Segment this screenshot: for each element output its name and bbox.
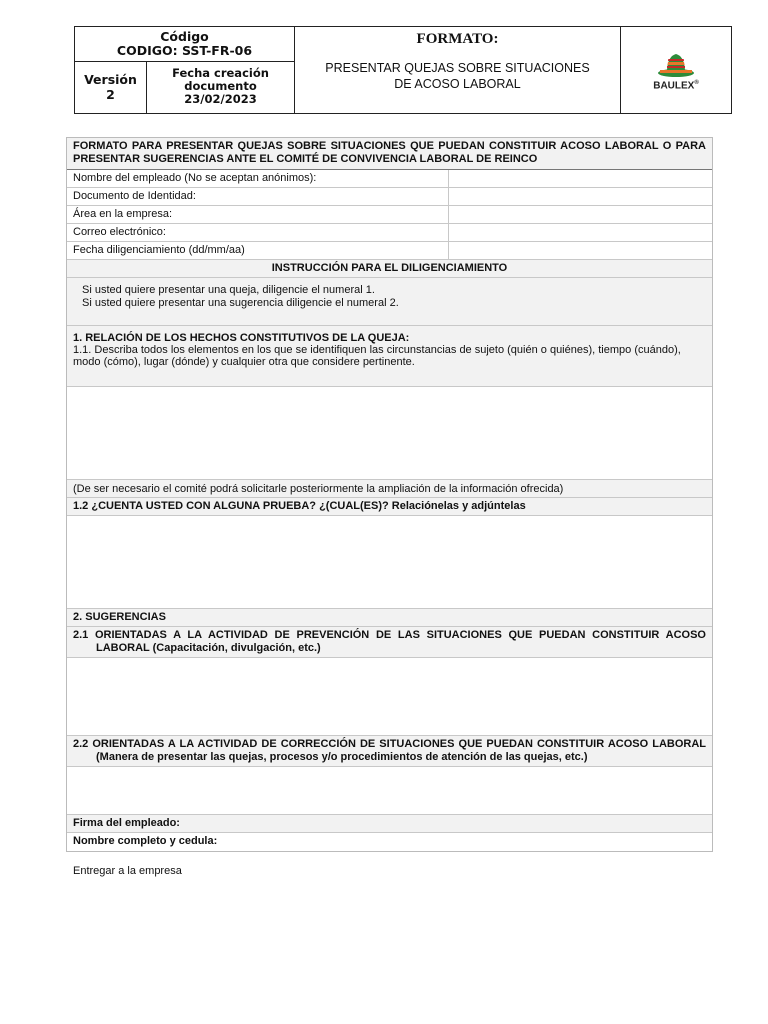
instruction-1: Si usted quiere presentar una queja, diligencie el numeral 1. [82,284,375,296]
field-row-email [67,224,712,242]
formato-label: FORMATO: [416,31,499,47]
section-1-description: 1.1. Describa todos los elementos en los que se identifiquen las circunstancias de sujeto (quién o quiénes), tiempo (cuándo), modo (cómo), lugar (dónde) y cualquier otra que considere pertinente. [73,344,681,368]
section-2-2-answer-area[interactable] [67,767,712,815]
title-line-1: PRESENTAR QUEJAS SOBRE SITUACIONES [325,61,590,75]
field-label: Correo electrónico: [67,224,449,241]
footer-note: Entregar a la empresa [73,865,182,877]
header-left [75,27,295,113]
section-2-1-answer-area[interactable] [67,658,712,736]
section-1-title: 1. RELACIÓN DE LOS HECHOS CONSTITUTIVOS DE LA QUEJA: [73,332,410,344]
section-2-1-title: 2.1 ORIENTADAS A LA ACTIVIDAD DE PREVENCIÓN DE LAS SITUACIONES QUE PUEDAN CONSTITUIR ACOSO LABORAL (Capacitación, divulgación, etc.) [73,629,706,654]
signature-row[interactable] [67,815,712,833]
signature-label: Firma del empleado: [73,817,180,829]
field-row-employee-name [67,170,712,188]
field-label: Área en la empresa: [67,206,449,223]
fecha-cell [147,62,294,113]
version-label: Versión [84,72,137,87]
title-line-2: DE ACOSO LABORAL [394,77,521,91]
document-header [74,26,732,114]
section-1-2-title: 1.2 ¿CUENTA USTED CON ALGUNA PRUEBA? ¿(CUAL(ES)? Relaciónelas y adjúntelas [67,498,712,516]
field-row-date [67,242,712,260]
instructions-text [67,278,712,326]
section-1-note: (De ser necesario el comité podrá solicitarle posteriormente la ampliación de la información ofrecida) [67,480,712,498]
sombrero-icon [656,49,696,79]
codigo-value: CODIGO: SST-FR-06 [116,43,253,58]
instructions-title: INSTRUCCIÓN PARA EL DILIGENCIAMIENTO [67,260,712,278]
document-title [295,60,620,92]
section-1-header [67,326,712,387]
codigo-label: Código [160,29,209,44]
section-2-title: 2. SUGERENCIAS [67,609,712,627]
field-label: Nombre del empleado (No se aceptan anónimos): [67,170,449,187]
field-label: Fecha diligenciamiento (dd/mm/aa) [67,242,449,259]
instruction-2: Si usted quiere presentar una sugerencia diligencie el numeral 2. [82,297,399,309]
section-2-1-header [67,627,712,658]
field-label: Documento de Identidad: [67,188,449,205]
version-value: 2 [106,87,115,102]
codigo-cell [75,27,294,62]
logo-wordmark: BAULEX [653,80,695,92]
fecha-value: 23/02/2023 [184,92,257,106]
version-fecha-row [75,62,294,113]
form-title: FORMATO PARA PRESENTAR QUEJAS SOBRE SITUACIONES QUE PUEDAN CONSTITUIR ACOSO LABORAL O PARA PRESENTAR SUGERENCIAS ANTE EL COMITÉ DE CONVIVENCIA LABORAL DE REINCO [67,138,712,170]
area-field[interactable] [449,206,712,223]
logo-registered-mark: ® [694,79,699,86]
logo-text [653,80,699,91]
version-cell [75,62,147,113]
section-2-2-title: 2.2 ORIENTADAS A LA ACTIVIDAD DE CORRECCIÓN DE SITUACIONES QUE PUEDAN CONSTITUIR ACOSO LABORAL (Manera de presentar las quejas, procesos y/o procedimientos de atención de las quejas, etc.) [73,738,706,763]
header-title-cell [295,27,621,113]
field-row-area [67,206,712,224]
email-field[interactable] [449,224,712,241]
fecha-label-1: Fecha creación [172,66,269,80]
section-1-2-answer-area[interactable] [67,516,712,609]
field-row-id-document [67,188,712,206]
section-1-answer-area[interactable] [67,387,712,480]
full-name-label: Nombre completo y cedula: [73,835,218,847]
full-name-row[interactable] [67,833,712,851]
id-document-field[interactable] [449,188,712,205]
fecha-label-2: documento [184,79,257,93]
company-logo [621,27,731,113]
section-2-2-header [67,736,712,767]
date-field[interactable] [449,242,712,259]
complaint-form [66,137,713,852]
employee-name-field[interactable] [449,170,712,187]
